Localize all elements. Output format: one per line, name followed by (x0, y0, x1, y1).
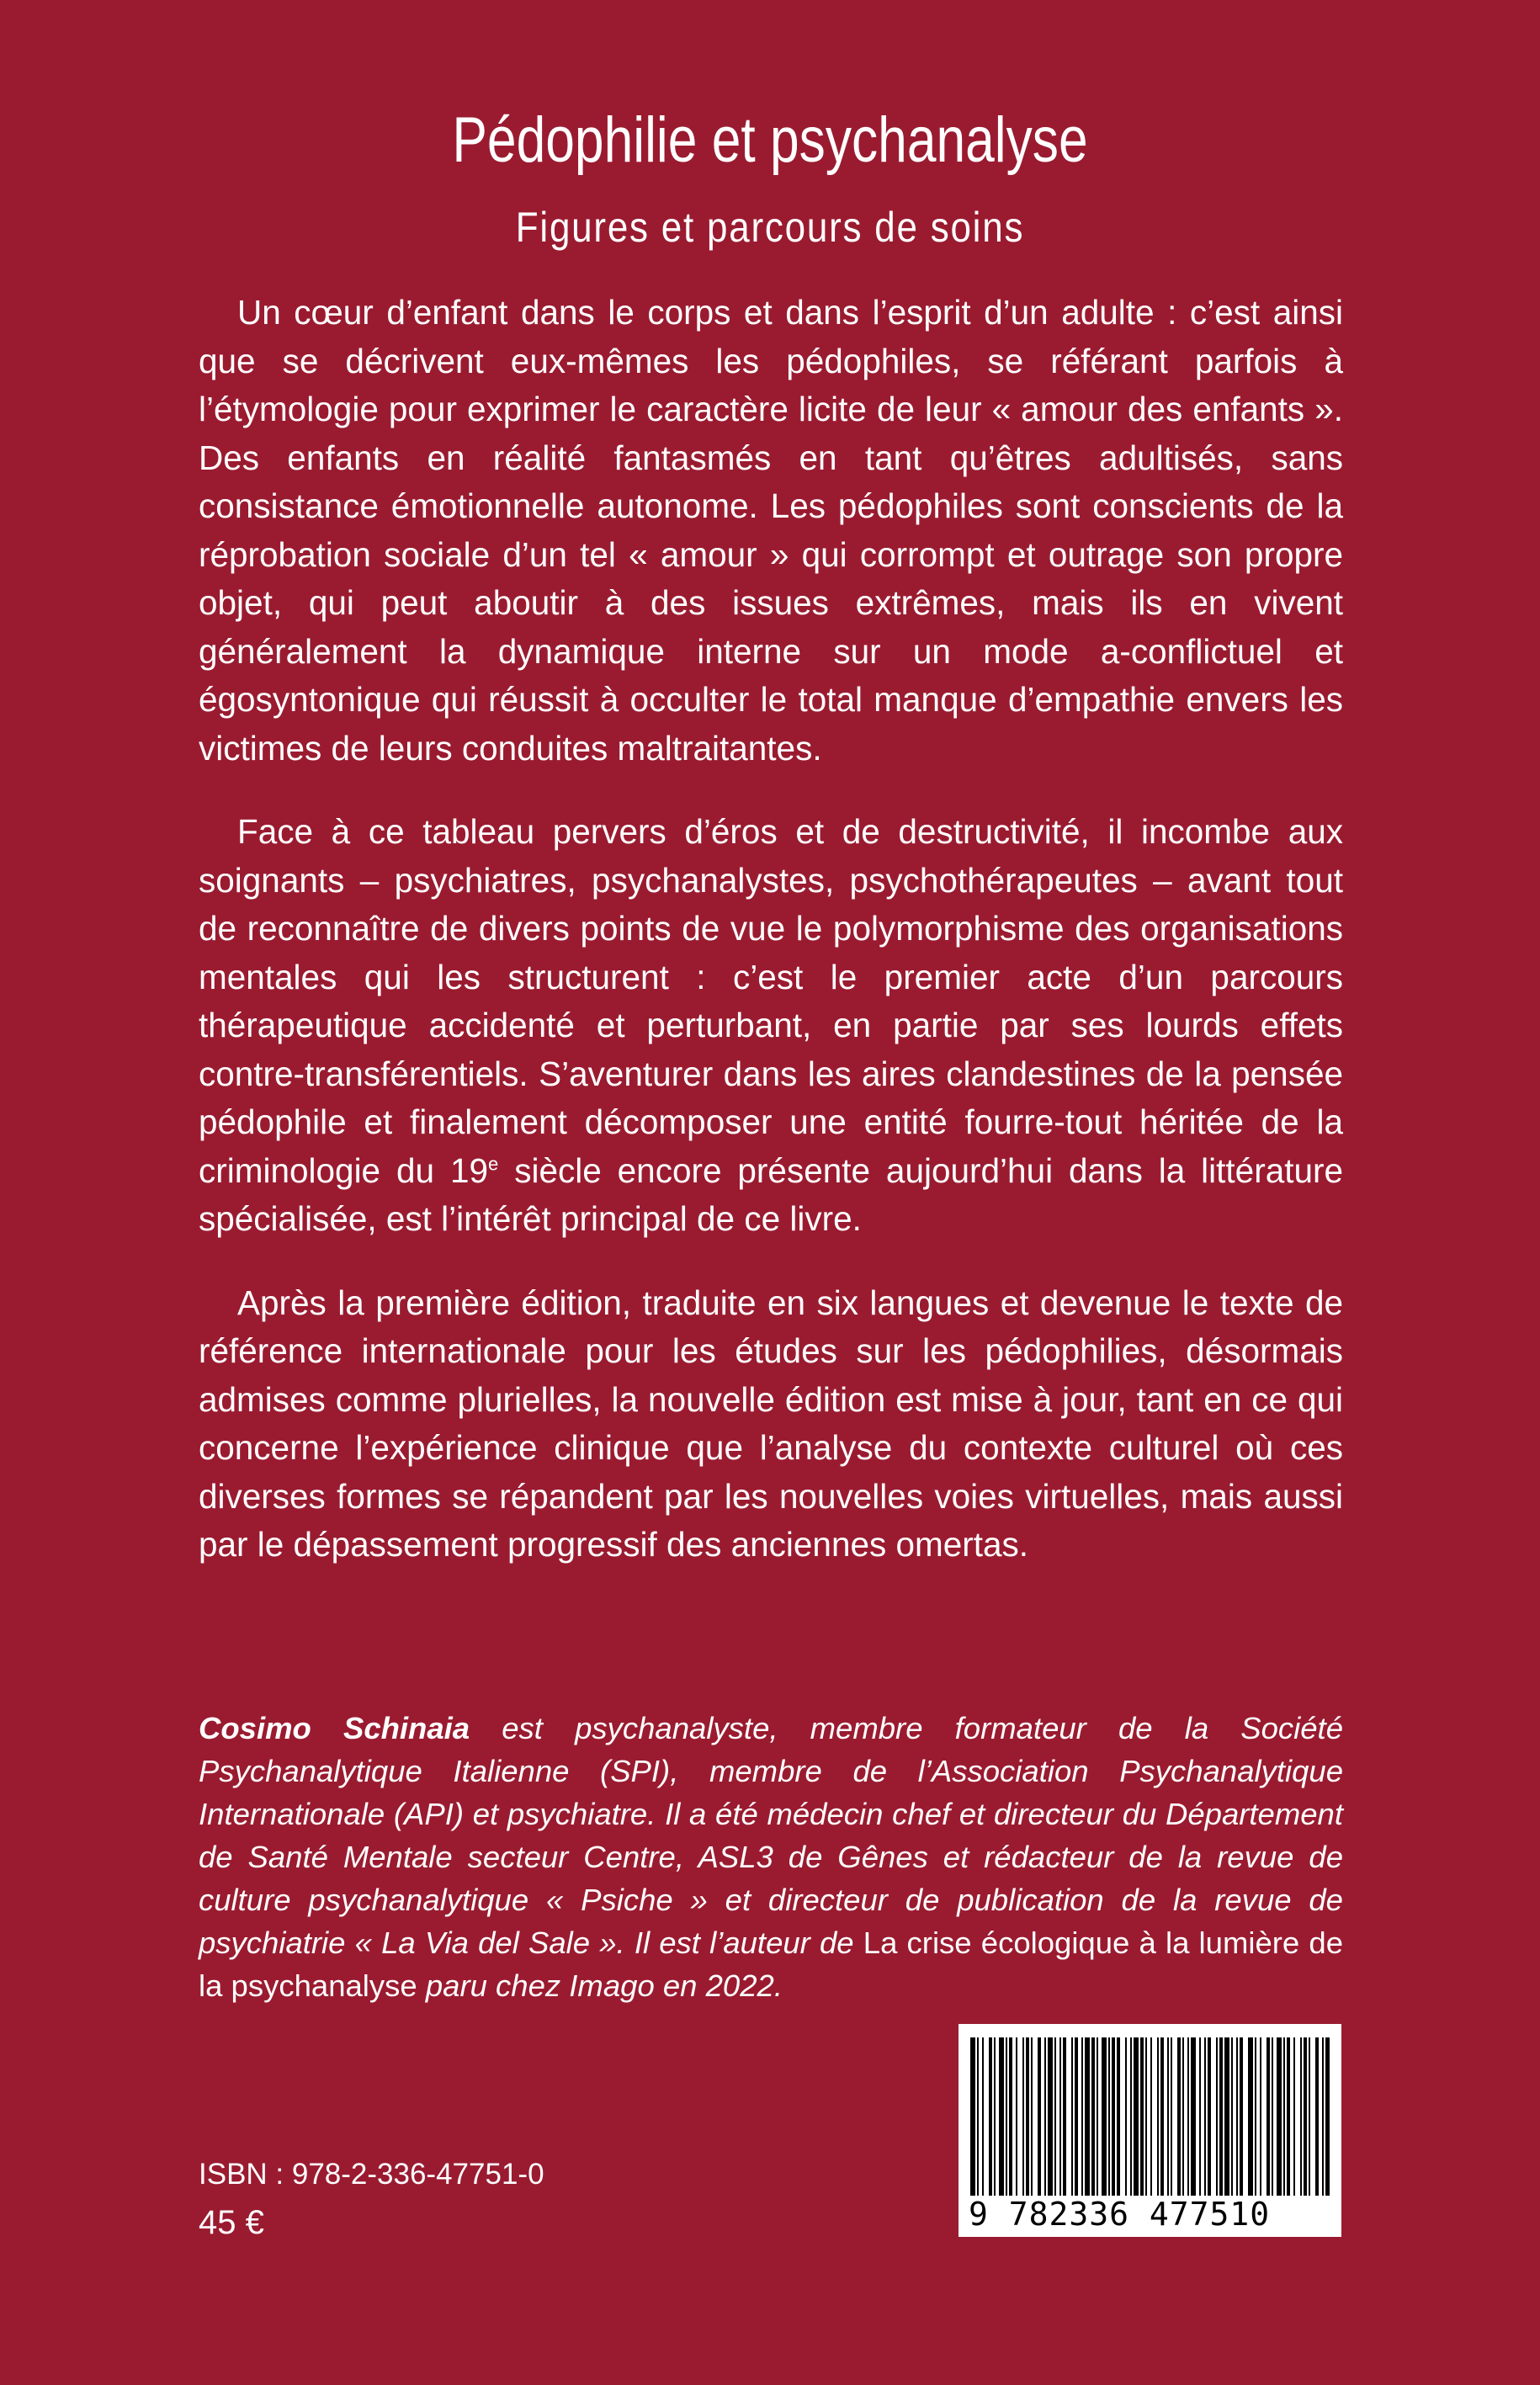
barcode-bar (989, 2037, 992, 2196)
barcode-bar (1267, 2037, 1270, 2196)
barcode-bar (1322, 2037, 1324, 2196)
barcode-bar (1236, 2037, 1238, 2196)
author-bio (199, 1707, 1343, 2007)
price: 45 € (199, 2204, 264, 2241)
summary-paragraph-2 (199, 808, 1343, 1244)
barcode-bar (1255, 2037, 1256, 2196)
barcode-bar (1038, 2037, 1041, 2196)
barcode-bar (1081, 2037, 1083, 2196)
barcode-bar (1293, 2037, 1295, 2196)
barcode-bar (1287, 2037, 1290, 2196)
barcode-bar (1130, 2037, 1132, 2196)
barcode-bar (1240, 2037, 1243, 2196)
barcode-bar (1199, 2037, 1201, 2196)
book-title: Pédophilie et psychanalyse (452, 104, 1088, 176)
barcode-bar (970, 2037, 975, 2196)
barcode-bar (1325, 2037, 1330, 2196)
superscript-e: e (488, 1153, 499, 1174)
barcode-bar (1102, 2037, 1107, 2196)
barcode-bar (1063, 2037, 1066, 2196)
isbn: ISBN : 978-2-336-47751-0 (199, 2158, 544, 2191)
barcode-bar (1248, 2037, 1253, 2196)
barcode-bar (1026, 2037, 1029, 2196)
barcode-bar (1075, 2037, 1078, 2196)
author-previous-book: La crise écologique à la lumière de la psychanalyse (199, 1926, 1343, 2003)
barcode-bar (1231, 2037, 1233, 2196)
barcode-bar (999, 2037, 1004, 2196)
barcode-bar (1112, 2037, 1115, 2196)
summary-text (199, 289, 1343, 1605)
barcode-bar (1216, 2037, 1218, 2196)
barcode-bar (1167, 2037, 1169, 2196)
barcode-bar (1059, 2037, 1061, 2196)
barcode-bar (1177, 2037, 1181, 2196)
barcode-bar (1022, 2037, 1024, 2196)
barcode-bar (1191, 2037, 1196, 2196)
barcode-bar (1260, 2037, 1261, 2196)
barcode-bar (1048, 2037, 1053, 2196)
barcode-bar (1157, 2037, 1159, 2196)
barcode-bar (1009, 2037, 1012, 2196)
author-name: Cosimo Schinaia (199, 1711, 470, 1745)
barcode-bar (1219, 2037, 1223, 2196)
barcode-bar (1016, 2037, 1017, 2196)
barcode-bar (1140, 2037, 1144, 2196)
barcode-bars (970, 2037, 1330, 2196)
book-subtitle: Figures et parcours de soins (515, 204, 1025, 251)
barcode-bar (1150, 2037, 1152, 2196)
barcode-bar (1134, 2037, 1139, 2196)
barcode-bar (1044, 2037, 1046, 2196)
barcode-bar (1283, 2037, 1285, 2196)
author-bio-end: paru chez Imago en 2022. (417, 1968, 783, 2003)
summary-paragraph-2-part-2: siècle encore présente aujourd’hui dans la littérature spécialisée, est l’intérêt principal de ce livre. (199, 1150, 1344, 1238)
barcode-bar (1091, 2037, 1095, 2196)
barcode-bar (1085, 2037, 1090, 2196)
summary-paragraph-3: Après la première édition, traduite en six langues et devenue le texte de référence internationale pour les études sur les pédophilies, désormais admises comme plurielles, la nouvelle édition est mise à jour, tant en ce qui concerne l’expérience clinique que l’analyse du contexte culturel où ces diverses formes se répandent par les nouvelles voies virtuelles, mais aussi par le dépassement progressif des anciennes omertas. (199, 1283, 1343, 1564)
barcode-bar (1187, 2037, 1189, 2196)
barcode-bar (1300, 2037, 1302, 2196)
barcode-bar (1309, 2037, 1310, 2196)
summary-paragraph-1: Un cœur d’enfant dans le corps et dans l’esprit d’un adulte : c’est ainsi que se décrivent eux-mêmes les pédophiles, se référant parfois à l’étymologie pour exprimer le caractère licite de leur « amour des enfants ». Des enfants en réalité fantasmés en tant qu’êtres adultisés, sans consistance émotionnelle autonome. Les pédophiles sont conscients de la réprobation sociale d’un tel « amour » qui corrompt et outrage son propre objet, qui peut aboutir à des issues extrêmes, mais ils en vivent généralement la dynamique interne sur un mode a-conflictuel et égosyntonique qui réussit à occulter le total manque d’empathie envers les victimes de leurs conduites maltraitantes. (199, 293, 1343, 768)
author-bio-text: est psychanalyste, membre formateur de la Société Psychanalytique Italienne (SPI), membre de l’Association Psychanalytique Internationale (API) et psychiatre. Il a été médecin chef et directeur du Département de Santé Mentale secteur Centre, ASL3 de Gênes et rédacteur de la revue de culture psychanalytique « Psiche » et directeur de publication de la revue de psychiatrie « La Via del Sale ». Il est l’auteur de (199, 1711, 1343, 1960)
barcode-bar (982, 2037, 984, 2196)
barcode-bar (1160, 2037, 1164, 2196)
barcode-bar (1031, 2037, 1033, 2196)
barcode-bar (1071, 2037, 1073, 2196)
barcode-bar (1224, 2037, 1229, 2196)
barcode-bar (1125, 2037, 1127, 2196)
barcode-bar (1145, 2037, 1147, 2196)
barcode-digits: 9 782336 477510 (969, 2196, 1271, 2233)
barcode-bar (1272, 2037, 1273, 2196)
barcode-bar (1182, 2037, 1184, 2196)
barcode-bar (1171, 2037, 1172, 2196)
barcode-bar (977, 2037, 979, 2196)
barcode-bar (1208, 2037, 1211, 2196)
barcode-bar (1108, 2037, 1110, 2196)
barcode-bar (1204, 2037, 1206, 2196)
barcode-bar (1054, 2037, 1056, 2196)
barcode-bar (1097, 2037, 1098, 2196)
barcode-bar (994, 2037, 996, 2196)
barcode-bar (1006, 2037, 1007, 2196)
summary-paragraph-2-part-1: Face à ce tableau pervers d’éros et de destructivité, il incombe aux soignants – psychiatres, psychanalystes, psychothérapeutes – avant tout de reconnaître de divers points de vue le polymorphisme des organisations mentales qui les structurent : c’est le premier acte d’un parcours thérapeutique accidenté et perturbant, en partie par ses lourds effets contre-transférentiels. S’aventurer dans les aires clandestines de la pensée pédophile et finalement décomposer une entité fourre-tout héritée de la criminologie du 19 (199, 812, 1343, 1190)
barcode (959, 2024, 1341, 2237)
barcode-bar (1117, 2037, 1120, 2196)
barcode-bar (1277, 2037, 1282, 2196)
barcode-bar (1304, 2037, 1307, 2196)
barcode-bar (1315, 2037, 1319, 2196)
